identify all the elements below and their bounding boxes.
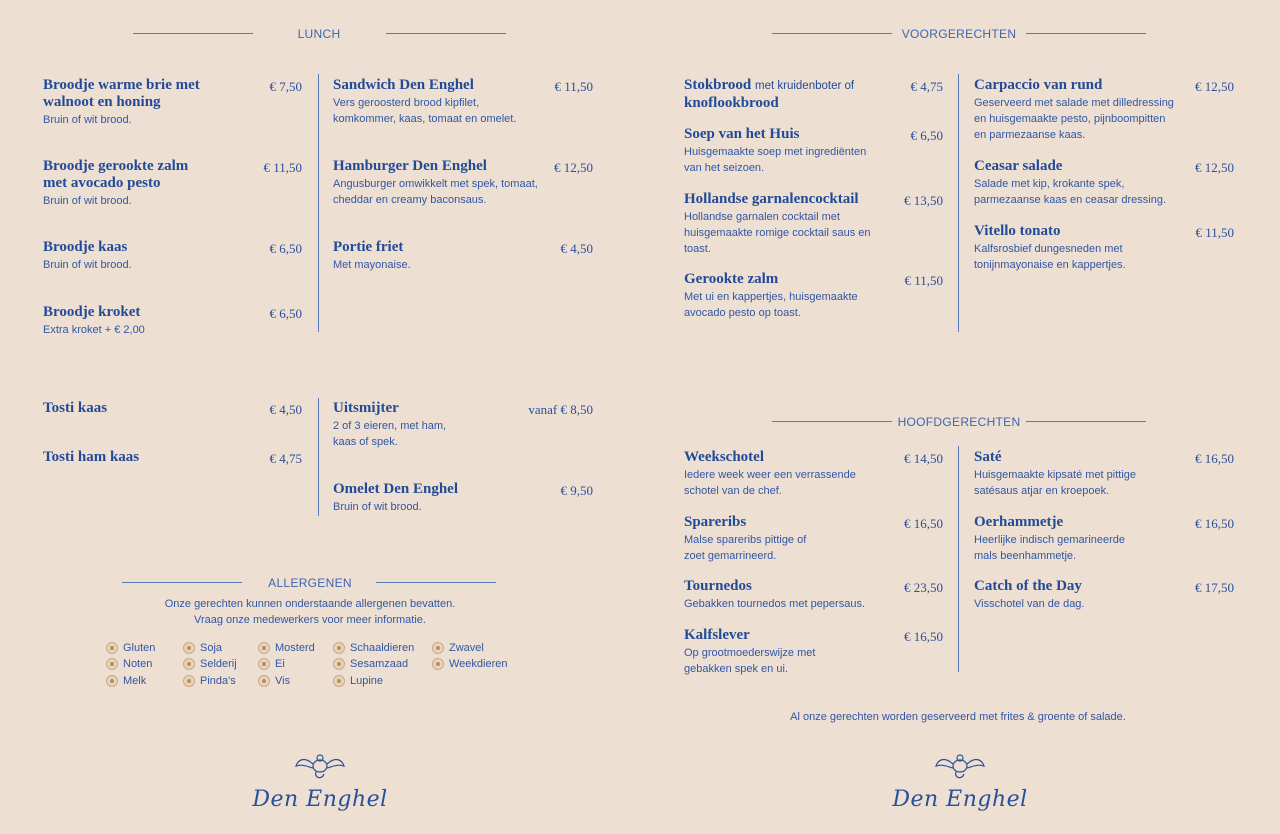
- item-name: Hollandse garnalencocktail: [684, 191, 859, 207]
- item-price: € 17,50: [1195, 580, 1234, 595]
- item-name: Uitsmijter: [333, 400, 399, 416]
- item-price: € 11,50: [554, 79, 593, 94]
- allergen-schaaldieren: Schaaldieren: [333, 642, 414, 654]
- angel-icon: [292, 750, 348, 782]
- lunch-divider-top: [318, 74, 319, 332]
- item-name: [684, 77, 884, 112]
- allergens-rule-right: [376, 582, 496, 583]
- allergen-pindas: Pinda's: [183, 675, 236, 687]
- menu-item: [333, 239, 533, 273]
- allergens-title: ALLERGENEN: [268, 576, 352, 590]
- menu-item: [974, 158, 1184, 208]
- allergen-gluten: Gluten: [106, 642, 155, 654]
- item-name: Vitello tonato: [974, 223, 1061, 239]
- item-price: € 9,50: [560, 483, 593, 498]
- item-desc: Op grootmoederswijze met gebakken spek en ui.: [684, 647, 816, 675]
- menu-item: [974, 514, 1144, 564]
- menu-item: [684, 627, 834, 677]
- item-desc: Huisgemaakte kipsaté met pittige satésaus atjar en kroepoek.: [974, 469, 1137, 497]
- menu-item: [684, 126, 884, 176]
- hoofdgerechten-rule-right: [1026, 421, 1146, 422]
- menu-item: [333, 481, 533, 515]
- item-name: Kalfslever: [684, 627, 750, 643]
- menu-item: [333, 77, 538, 127]
- menu-item: [43, 158, 208, 209]
- voorgerechten-rule-left: [772, 33, 892, 34]
- item-desc: Bruin of wit brood.: [43, 259, 132, 271]
- item-price: € 11,50: [1195, 225, 1234, 240]
- item-name: Broodje kaas: [43, 239, 128, 255]
- item-desc: Vers geroosterd brood kipfilet, komkommer, kaas, tomaat en omelet.: [333, 97, 517, 125]
- allergen-zwavel: Zwavel: [432, 642, 484, 654]
- item-desc: Hollandse garnalen cocktail met huisgemaakte romige cocktail saus en toast.: [684, 211, 871, 255]
- item-price: € 7,50: [269, 79, 302, 94]
- allergen-noten: Noten: [106, 658, 152, 670]
- menu-item: [333, 158, 548, 208]
- item-name: Broodje gerookte zalm met avocado pesto: [43, 158, 189, 191]
- item-price: € 4,75: [910, 79, 943, 94]
- item-name: Gerookte zalm: [684, 271, 779, 287]
- menu-item: [684, 578, 884, 612]
- mollusc-icon: [432, 658, 444, 670]
- item-name: Portie friet: [333, 239, 404, 255]
- item-price: € 23,50: [904, 580, 943, 595]
- nut-icon: [106, 658, 118, 670]
- hoofdgerechten-rule-left: [772, 421, 892, 422]
- voorgerechten-divider: [958, 74, 959, 332]
- allergen-ei: Ei: [258, 658, 285, 670]
- item-desc: Kalfsrosbief dungesneden met tonijnmayonaise en kappertjes.: [974, 243, 1126, 271]
- item-price: € 12,50: [554, 160, 593, 175]
- item-name: Tournedos: [684, 578, 752, 594]
- item-price: € 6,50: [269, 241, 302, 256]
- allergens-rule-left: [122, 582, 242, 583]
- item-desc: Met mayonaise.: [333, 259, 411, 271]
- egg-icon: [258, 658, 270, 670]
- milk-icon: [106, 675, 118, 687]
- item-desc: Extra kroket + € 2,00: [43, 324, 145, 336]
- allergen-selderij: Selderij: [183, 658, 237, 670]
- celery-icon: [183, 658, 195, 670]
- menu-item: [43, 77, 208, 128]
- soy-icon: [183, 642, 195, 654]
- menu-item: [684, 77, 884, 112]
- lunch-rule-right: [386, 33, 506, 34]
- item-desc: Visschotel van de dag.: [974, 598, 1085, 610]
- lunch-title: LUNCH: [297, 27, 341, 41]
- item-name: Soep van het Huis: [684, 126, 800, 142]
- item-price: € 16,50: [1195, 516, 1234, 531]
- serving-note: Al onze gerechten worden geserveerd met frites & groente of salade.: [790, 711, 1126, 723]
- item-name-detail: met kruidenboter of: [755, 80, 855, 92]
- item-name: Hamburger Den Enghel: [333, 158, 487, 174]
- allergens-intro-line2: Vraag onze medewerkers voor meer informatie.: [194, 614, 426, 626]
- item-name-main: Stokbrood: [684, 77, 752, 93]
- allergen-lupine: Lupine: [333, 675, 383, 687]
- allergens-intro-line1: Onze gerechten kunnen onderstaande allergenen bevatten.: [164, 598, 456, 610]
- item-name: Catch of the Day: [974, 578, 1082, 594]
- angel-icon: [932, 750, 988, 782]
- item-name: Sandwich Den Enghel: [333, 77, 474, 93]
- menu-item: [974, 449, 1144, 499]
- item-price: € 14,50: [904, 451, 943, 466]
- item-price: € 4,50: [560, 241, 593, 256]
- item-desc: Bruin of wit brood.: [43, 195, 132, 207]
- wheat-icon: [106, 642, 118, 654]
- brand-logo-right: [870, 750, 1050, 812]
- item-name: Saté: [974, 449, 1002, 465]
- item-desc: Salade met kip, krokante spek, parmezaanse kaas en ceasar dressing.: [974, 178, 1166, 206]
- item-price: € 16,50: [904, 629, 943, 644]
- menu-item: [974, 223, 1154, 273]
- allergen-sesamzaad: Sesamzaad: [333, 658, 408, 670]
- hoofdgerechten-divider: [958, 446, 959, 672]
- allergen-melk: Melk: [106, 675, 146, 687]
- menu-item: [684, 514, 824, 564]
- menu-item: [974, 77, 1179, 143]
- allergen-mosterd: Mosterd: [258, 642, 315, 654]
- item-desc: Iedere week weer een verrassende schotel van de chef.: [684, 469, 856, 497]
- menu-item: [684, 191, 879, 257]
- item-name: Broodje kroket: [43, 304, 141, 320]
- item-desc: Bruin of wit brood.: [333, 501, 422, 513]
- menu-item: [43, 400, 243, 417]
- lunch-rule-left: [133, 33, 253, 34]
- item-name: Spareribs: [684, 514, 747, 530]
- item-price: € 11,50: [904, 273, 943, 288]
- item-desc: Angusburger omwikkelt met spek, tomaat, cheddar en creamy baconsaus.: [333, 178, 538, 206]
- item-name: Tosti ham kaas: [43, 449, 140, 465]
- item-price: € 4,50: [269, 402, 302, 417]
- lunch-divider-bottom: [318, 398, 319, 516]
- item-price: € 6,50: [269, 306, 302, 321]
- menu-item: [684, 449, 879, 499]
- item-desc: Bruin of wit brood.: [43, 114, 132, 126]
- brand-wordmark: Den Enghel: [252, 787, 388, 812]
- item-price: € 4,75: [269, 451, 302, 466]
- brand-wordmark: Den Enghel: [892, 787, 1028, 812]
- item-price: vanaf € 8,50: [528, 402, 593, 417]
- item-name: Tosti kaas: [43, 400, 108, 416]
- menu-item: [974, 578, 1164, 612]
- item-name: Broodje warme brie met walnoot en honing: [43, 77, 200, 110]
- mustard-icon: [258, 642, 270, 654]
- item-price: € 11,50: [263, 160, 302, 175]
- crustacean-icon: [333, 642, 345, 654]
- fish-icon: [258, 675, 270, 687]
- lupin-icon: [333, 675, 345, 687]
- item-desc: Geserveerd met salade met dilledressing en huisgemaakte pesto, pijnboompitten en parmezaanse kaas.: [974, 97, 1174, 141]
- menu-item: [333, 400, 468, 450]
- sesame-icon: [333, 658, 345, 670]
- item-name: Ceasar salade: [974, 158, 1063, 174]
- item-name: Weekschotel: [684, 449, 764, 465]
- item-desc: 2 of 3 eieren, met ham, kaas of spek.: [333, 420, 447, 448]
- item-name: Carpaccio van rund: [974, 77, 1103, 93]
- item-name: Oerhammetje: [974, 514, 1064, 530]
- item-desc: Heerlijke indisch gemarineerde mals beenhammetje.: [974, 534, 1126, 562]
- hoofdgerechten-title: HOOFDGERECHTEN: [897, 415, 1021, 429]
- brand-logo-left: [230, 750, 410, 812]
- item-desc: Met ui en kappertjes, huisgemaakte avocado pesto op toast.: [684, 291, 858, 319]
- menu-item: [43, 449, 243, 466]
- item-price: € 16,50: [904, 516, 943, 531]
- voorgerechten-title: VOORGERECHTEN: [901, 27, 1017, 41]
- item-desc: Gebakken tournedos met pepersaus.: [684, 598, 866, 610]
- item-price: € 6,50: [910, 128, 943, 143]
- item-name-alt: knoflookbrood: [684, 95, 779, 111]
- item-desc: Malse spareribs pittige of zoet gemarrineerd.: [684, 534, 807, 562]
- sulphite-icon: [432, 642, 444, 654]
- item-price: € 12,50: [1195, 79, 1234, 94]
- item-price: € 13,50: [904, 193, 943, 208]
- peanut-icon: [183, 675, 195, 687]
- allergen-vis: Vis: [258, 675, 290, 687]
- item-price: € 16,50: [1195, 451, 1234, 466]
- allergen-weekdieren: Weekdieren: [432, 658, 508, 670]
- menu-item: [43, 239, 243, 273]
- item-name: Omelet Den Enghel: [333, 481, 458, 497]
- item-desc: Huisgemaakte soep met ingrediënten van het seizoen.: [684, 146, 867, 174]
- menu-item: [43, 304, 243, 338]
- item-price: € 12,50: [1195, 160, 1234, 175]
- allergen-soja: Soja: [183, 642, 222, 654]
- voorgerechten-rule-right: [1026, 33, 1146, 34]
- menu-item: [684, 271, 879, 321]
